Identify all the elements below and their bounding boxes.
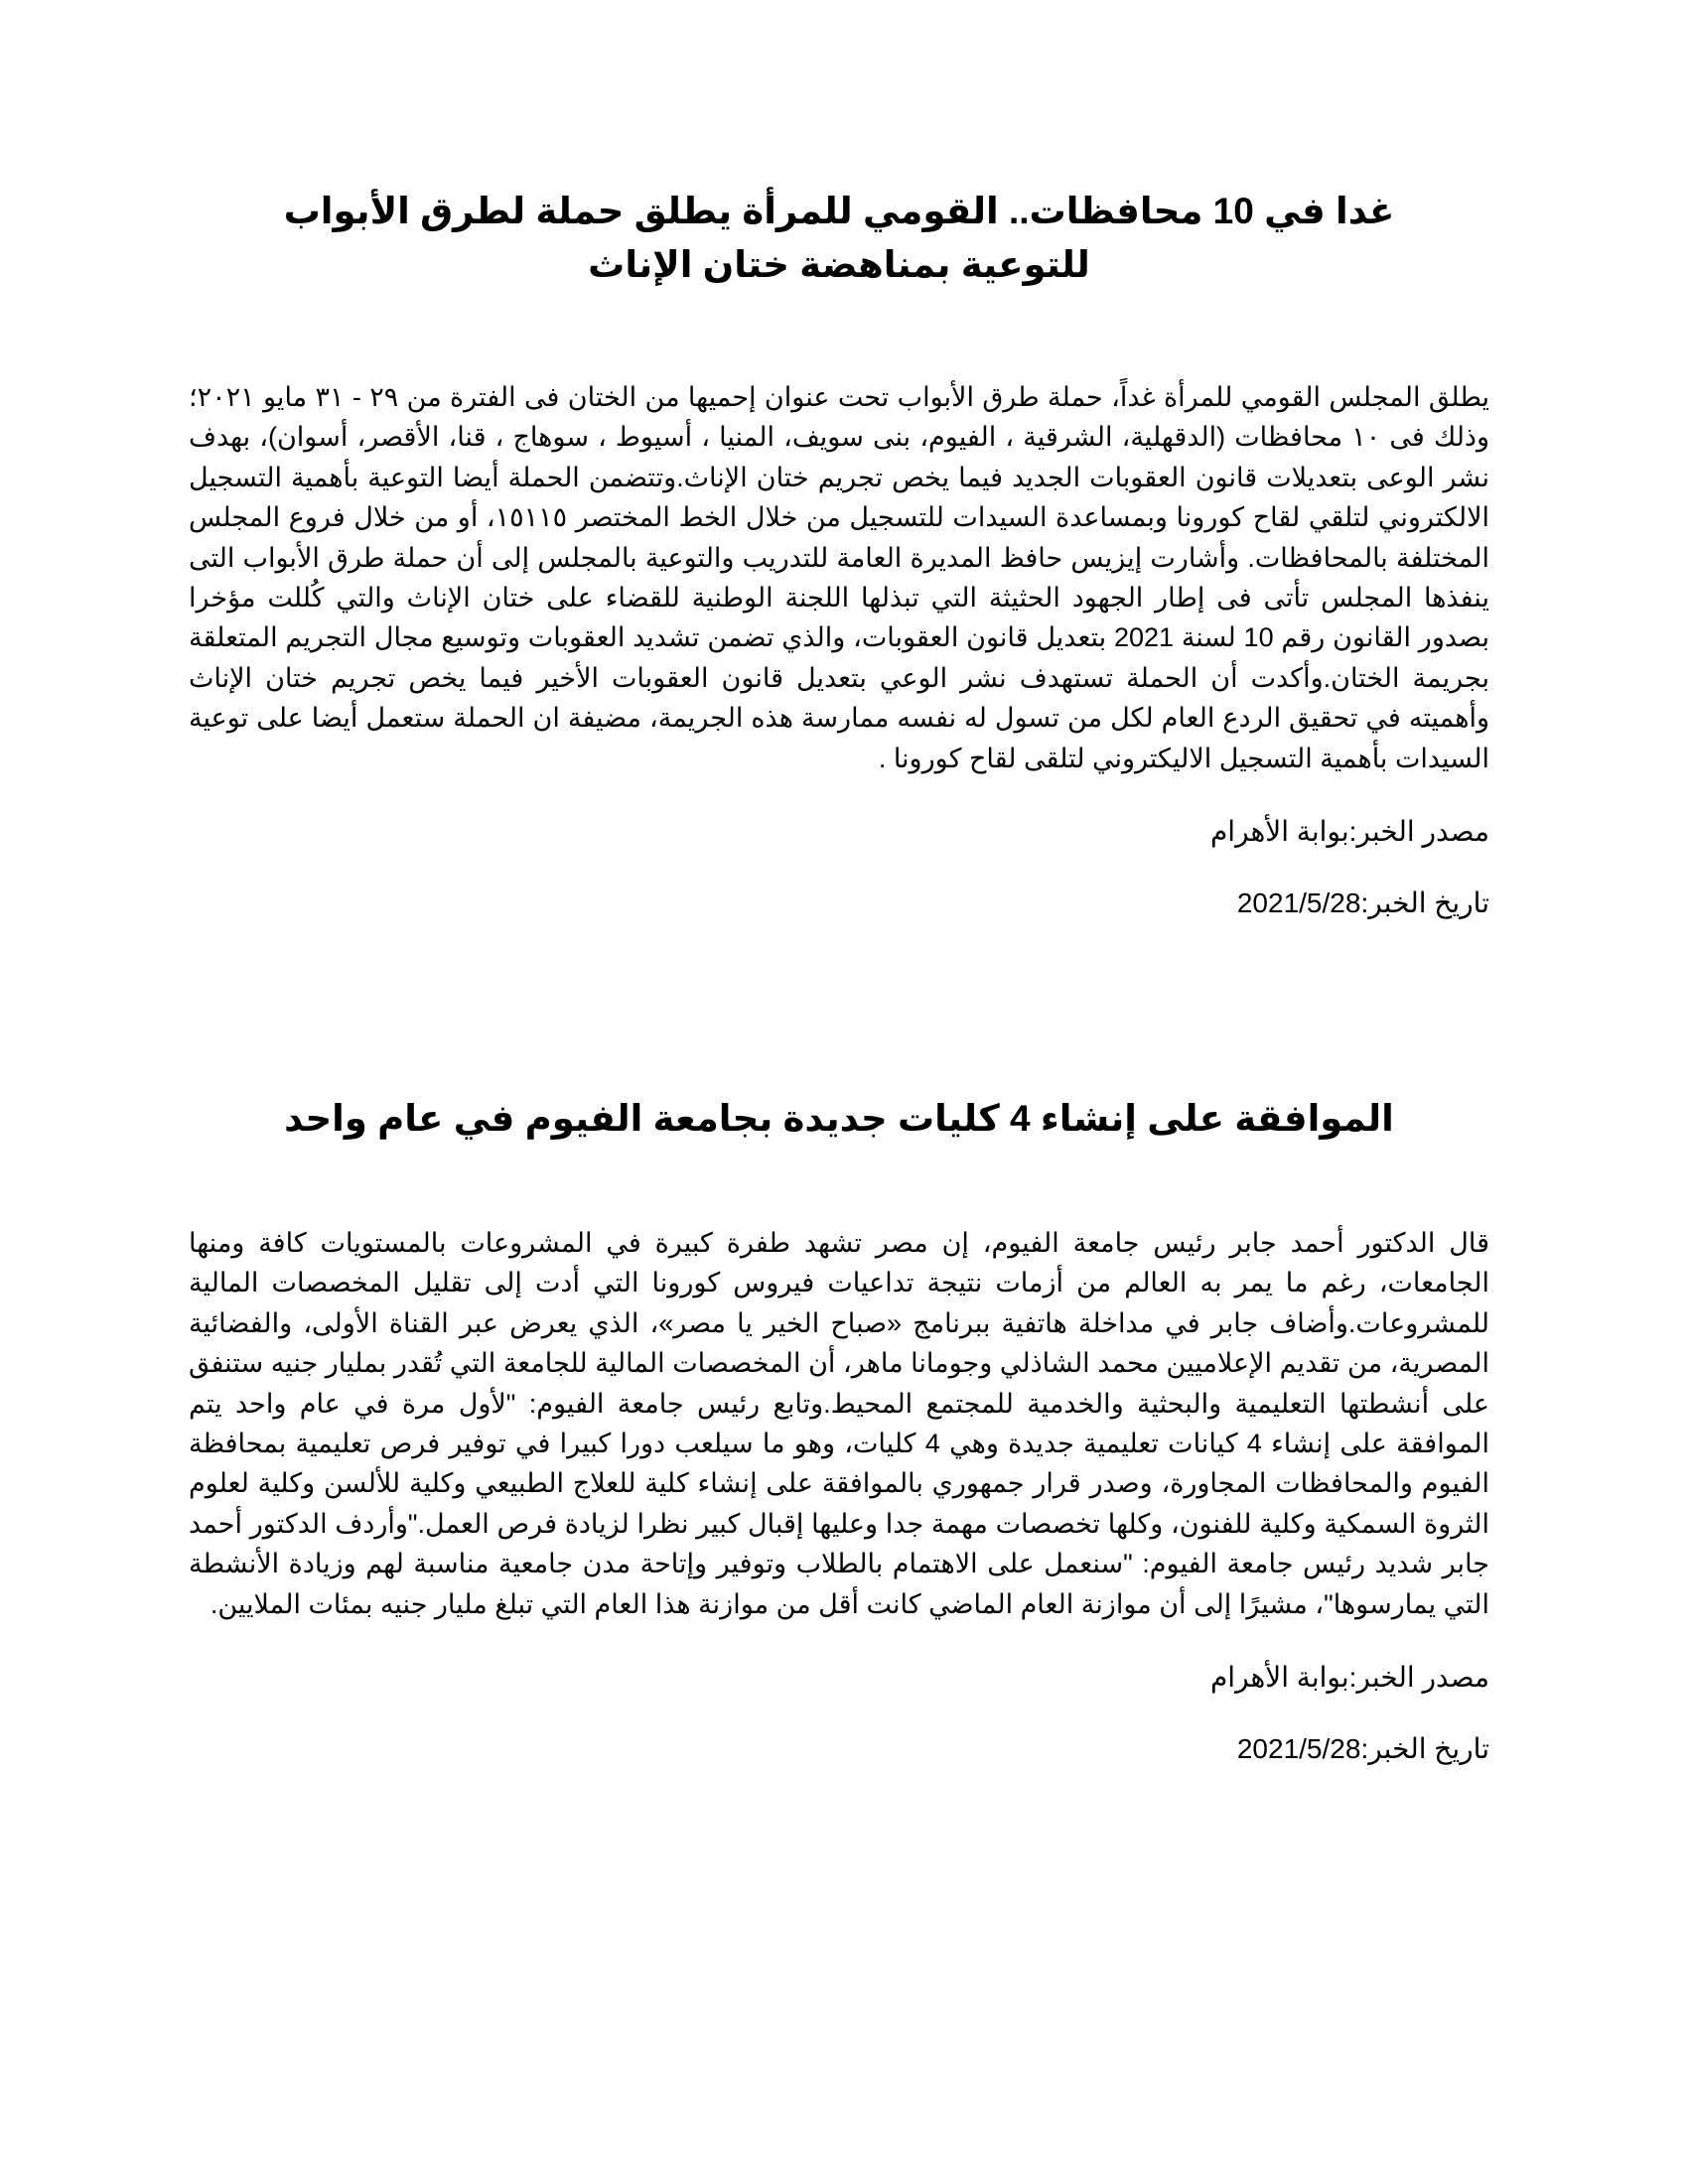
article-date: تاريخ الخبر:2021/5/28 — [1236, 887, 1489, 919]
article-body: يطلق المجلس القومي للمرأة غداً، حملة طرق الأبواب تحت عنوان إحميها من الختان فى الفترة من ٢٩ - ٣١ مايو ٢٠٢١؛ وذلك فى ١٠ محافظات (الدقهلية، الشرقية ، الفيوم، بنى سويف، المنيا ، أسيوط ، سوهاج ، قنا، الأقصر، أسوان)، بهدف نشر الوعى بتعديلات قانون العقوبات الجديد فيما يخص تجريم ختان الإناث.وتتضمن الحملة أيضا التوعية بأهمية التسجيل الالكتروني لتلقي لقاح كورونا وبمساعدة السيدات للتسجيل من خلال الخط المختصر ١٥١١٥، أو من خلال فروع المجلس المختلفة بالمحافظات. وأشارت إيزيس حافظ المديرة العامة للتدريب والتوعية بالمجلس إلى أن حملة طرق الأبواب التى ينفذها المجلس تأتى فى إطار الجهود الحثيثة التي تبذلها اللجنة الوطنية للقضاء على ختان الإناث والتي كُللت مؤخرا بصدور القانون رقم 10 لسنة 2021 بتعديل قانون العقوبات، والذي تضمن تشديد العقوبات وتوسيع مجال التجريم المتعلقة بجريمة الختان.وأكدت أن الحملة تستهدف نشر الوعي بتعديل قانون العقوبات الأخير فيما يخص تجريم ختان الإناث وأهميته في تحقيق الردع العام لكل من تسول له نفسه ممارسة هذه الجريمة، مضيفة ان الحملة ستعمل أيضا على توعية السيدات بأهمية التسجيل الاليكتروني لتلقى لقاح كورونا . — [189, 382, 1489, 773]
article-source: مصدر الخبر:بوابة الأهرام — [1209, 816, 1489, 848]
article-headline: الموافقة على إنشاء 4 كليات جديدة بجامعة الفيوم في عام واحد — [284, 1098, 1394, 1139]
news-article-fgm-campaign — [189, 185, 1489, 923]
article-headline: غدا في 10 محافظات.. القومي للمرأة يطلق حملة لطرق الأبواب للتوعية بمناهضة ختان الإناث — [283, 191, 1395, 285]
news-article-fayoum-university — [189, 1092, 1489, 1769]
article-date: تاريخ الخبر:2021/5/28 — [1236, 1733, 1489, 1765]
article-source: مصدر الخبر:بوابة الأهرام — [1209, 1662, 1489, 1694]
article-body: قال الدكتور أحمد جابر رئيس جامعة الفيوم، إن مصر تشهد طفرة كبيرة في المشروعات بالمستويات كافة ومنها الجامعات، رغم ما يمر به العالم من أزمات نتيجة تداعيات فيروس كورونا التي أدت إلى تقليل المخصصات المالية للمشروعات.وأضاف جابر في مداخلة هاتفية ببرنامج «صباح الخير يا مصر»، الذي يعرض عبر القناة الأولى، والفضائية المصرية، من تقديم الإعلاميين محمد الشاذلي وجومانا ماهر، أن المخصصات المالية للجامعة التي تُقدر بمليار جنيه ستنفق على أنشطتها التعليمية والبحثية والخدمية للمجتمع المحيط.وتابع رئيس جامعة الفيوم: "لأول مرة في عام واحد يتم الموافقة على إنشاء 4 كيانات تعليمية جديدة وهي 4 كليات، وهو ما سيلعب دورا كبيرا في توفير فرص تعليمية بمحافظة الفيوم والمحافظات المجاورة، وصدر قرار جمهوري بالموافقة على إنشاء كلية للعلاج الطبيعي وكلية للألسن وكلية لعلوم الثروة السمكية وكلية للفنون، وكلها تخصصات مهمة جدا وعليها إقبال كبير نظرا لزيادة فرص العمل."وأردف الدكتور أحمد جابر شديد رئيس جامعة الفيوم: "سنعمل على الاهتمام بالطلاب وتوفير وإتاحة مدن جامعية مناسبة لهم وزيادة الأنشطة التي يمارسوها"، مشيرًا إلى أن موازنة العام الماضي كانت أقل من موازنة هذا العام التي تبلغ مليار جنيه بمئات الملايين. — [189, 1228, 1489, 1619]
